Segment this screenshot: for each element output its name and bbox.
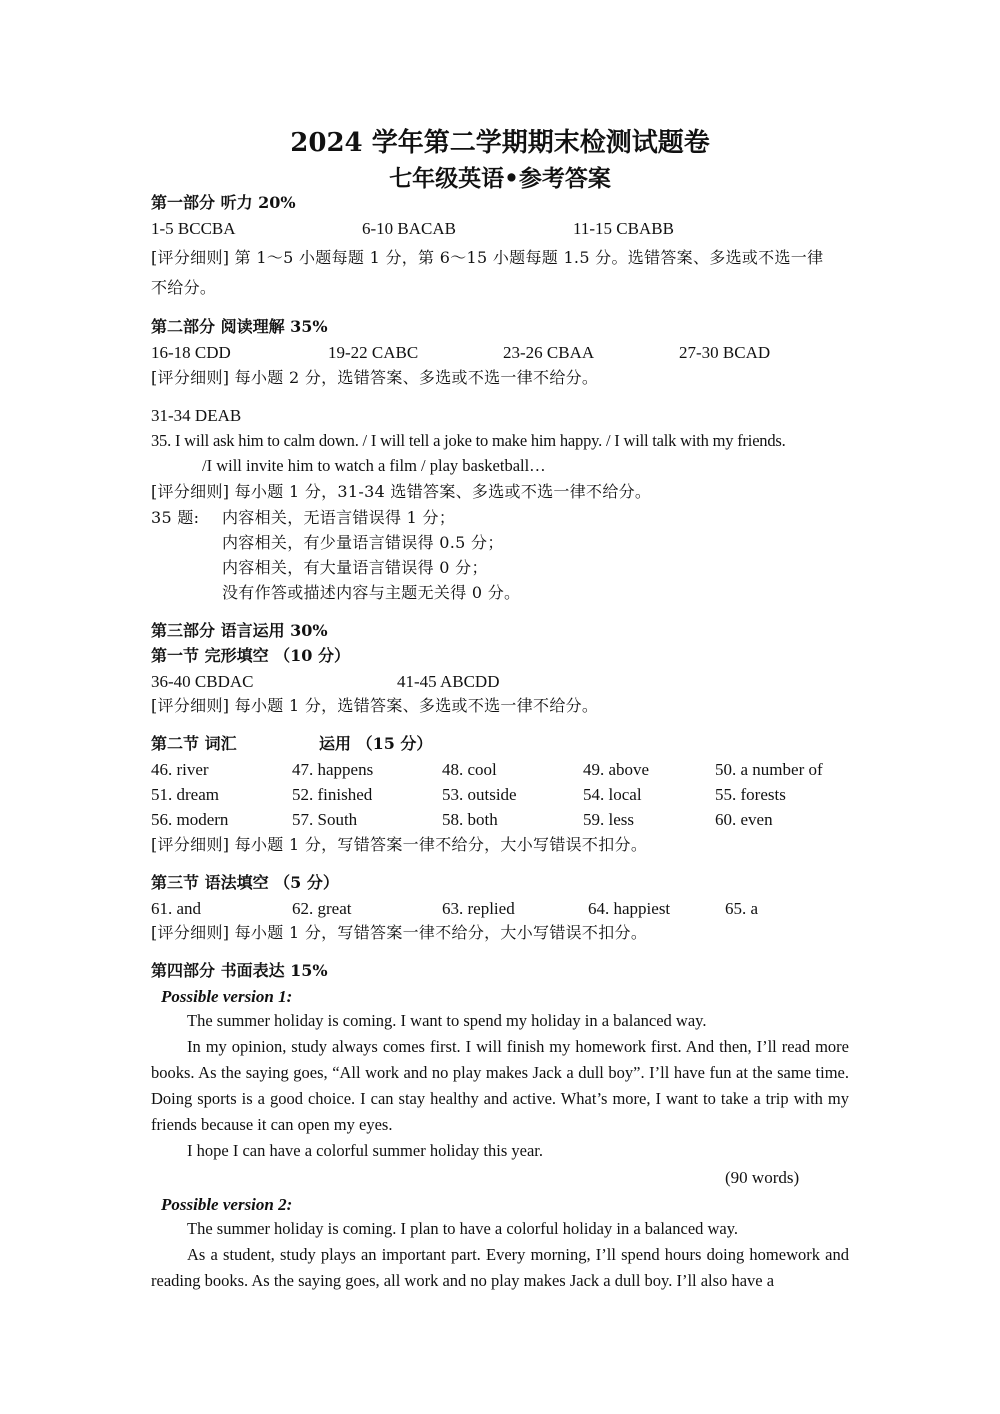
part3-sec3-rule: [评分细则] 每小题 1 分，写错答案一律不给分，大小写错误不扣分。: [151, 923, 648, 942]
grammar-answer: 63. replied: [442, 899, 515, 918]
part3-heading: 第三部分 语言运用 30%: [151, 621, 328, 640]
part2-heading: 第二部分 阅读理解 35%: [151, 317, 328, 336]
sec1-answer-2: 41-45 ABCDD: [397, 672, 500, 691]
part3-sec2-rule: [评分细则] 每小题 1 分，写错答案一律不给分，大小写错误不扣分。: [151, 835, 648, 854]
essay-paragraph: The summer holiday is coming. I want to spend my holiday in a balanced way.: [187, 1011, 707, 1030]
sec1-answer-1: 36-40 CBDAC: [151, 672, 254, 691]
essay-paragraph: The summer holiday is coming. I plan to have a colorful holiday in a balanced way.: [187, 1219, 739, 1238]
q35-rule-3: 内容相关，有大量语言错误得 0 分；: [222, 558, 488, 577]
vocab-answer: 54. local: [583, 785, 642, 804]
vocab-answer: 52. finished: [292, 785, 373, 804]
part1-heading: 第一部分 听力 20%: [151, 193, 296, 212]
part3-sec3-heading: 第三节 语法填空 （5 分）: [151, 873, 339, 892]
vocab-answer: 51. dream: [151, 785, 219, 804]
q35-answer-line2: /I will invite him to watch a film / play basketball…: [202, 456, 546, 475]
version1-word-count: (90 words): [725, 1168, 800, 1187]
vocab-answer: 56. modern: [151, 810, 229, 829]
part2-rule: [评分细则] 每小题 2 分，选错答案、多选或不选一律不给分。: [151, 368, 599, 387]
essay-paragraph: As a student, study plays an important part. Every morning, I’ll spend hours doing homework and reading books. As the saying goes, all work and no play makes Jack a dull boy. I’ll also have a: [151, 1245, 849, 1290]
part4-heading: 第四部分 书面表达 15%: [151, 961, 328, 980]
q35-answer-line1: 35. I will ask him to calm down. / I will tell a joke to make him happy. / I will talk with my friends.: [151, 431, 786, 450]
part2-answer-1: 16-18 CDD: [151, 343, 231, 362]
grammar-answer: 65. a: [725, 899, 759, 918]
part2-answer-2: 19-22 CABC: [328, 343, 419, 362]
grammar-answer: 61. and: [151, 899, 202, 918]
version2-essay: [151, 1216, 849, 1294]
version1-label: Possible version 1:: [161, 987, 293, 1006]
q35-rule-1: 内容相关，无语言错误得 1 分；: [222, 508, 456, 527]
vocab-answer: 49. above: [583, 760, 650, 779]
vocab-answer: 55. forests: [715, 785, 786, 804]
part1-answer-1: 1-5 BCCBA: [151, 219, 236, 238]
part1-answer-2: 6-10 BACAB: [362, 219, 456, 238]
vocab-answer: 59. less: [583, 810, 634, 829]
part2-answer-3: 23-26 CBAA: [503, 343, 595, 362]
part2-answers2: 31-34 DEAB: [151, 406, 242, 425]
q35-rule-2: 内容相关，有少量语言错误得 0.5 分；: [222, 533, 504, 552]
page-subtitle: 七年级英语•参考答案: [389, 165, 611, 192]
grammar-answer: 64. happiest: [588, 899, 671, 918]
q35-label: 35 题:: [151, 508, 200, 527]
part3-sec1-rule: [评分细则] 每小题 1 分，选错答案、多选或不选一律不给分。: [151, 696, 599, 715]
vocab-answer: 46. river: [151, 760, 209, 779]
part2-rule2: [评分细则] 每小题 1 分，31-34 选错答案、多选或不选一律不给分。: [151, 482, 652, 501]
q35-rule-4: 没有作答或描述内容与主题无关得 0 分。: [222, 583, 521, 602]
part2-answer-4: 27-30 BCAD: [679, 343, 771, 362]
vocab-answer: 58. both: [442, 810, 498, 829]
vocab-answer: 48. cool: [442, 760, 497, 779]
part3-sec1-heading: 第一节 完形填空 （10 分）: [151, 646, 350, 665]
vocab-answer: 57. South: [292, 810, 358, 829]
version1-essay: [151, 1008, 849, 1164]
vocab-answer: 53. outside: [442, 785, 517, 804]
part3-sec2-heading-a: 第二节 词汇: [151, 734, 237, 753]
part3-sec2-heading-b: 运用 （15 分）: [319, 734, 433, 753]
part1-answer-3: 11-15 CBABB: [573, 219, 674, 238]
part1-rule-line1: [评分细则] 第 1～5 小题每题 1 分，第 6～15 小题每题 1.5 分。选错答案、多选或不选一律: [151, 248, 824, 267]
grammar-answer: 62. great: [292, 899, 352, 918]
part1-rule-line2: 不给分。: [151, 278, 217, 297]
essay-paragraph: In my opinion, study always comes first. I will finish my homework first. And then, I’ll read more books. As the saying goes, “All work and no play makes Jack a dull boy”. I’ll have fun at the same time. Doing sports is a good choice. I can stay healthy and active. What’s more, I want to take a trip with my friends because it can open my eyes.: [151, 1037, 849, 1134]
page-title: 2024 学年第二学期期末检测试题卷: [290, 128, 710, 158]
vocab-answer: 47. happens: [292, 760, 374, 779]
version2-label: Possible version 2:: [161, 1195, 293, 1214]
vocab-answer: 50. a number of: [715, 760, 823, 779]
vocab-answer: 60. even: [715, 810, 773, 829]
essay-paragraph: I hope I can have a colorful summer holiday this year.: [187, 1141, 544, 1160]
